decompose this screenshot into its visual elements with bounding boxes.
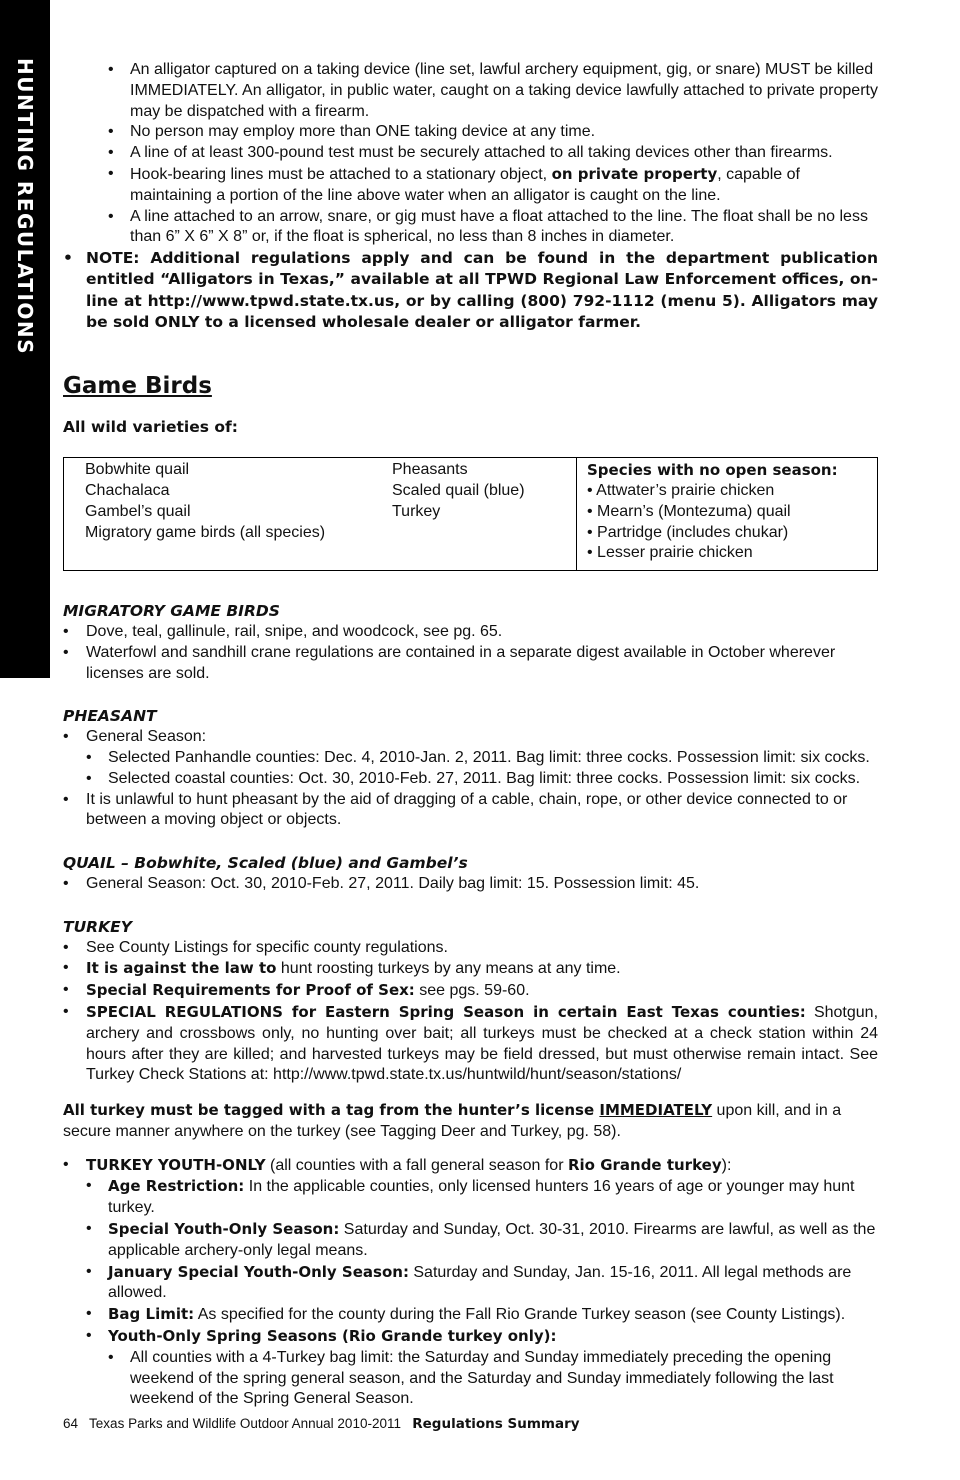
- list-item: [108, 164, 878, 207]
- bold-text: Age Restriction:: [108, 1177, 245, 1196]
- list-item: [86, 1176, 878, 1219]
- publication-title: Texas Parks and Wildlife Outdoor Annual 2010-2011: [89, 1416, 401, 1431]
- sub-list: [86, 748, 878, 790]
- migratory-list: [63, 622, 878, 684]
- quail-list: [63, 874, 878, 895]
- text: upon kill, and in a secure manner anywhere on the turkey (see Tagging Deer and Turkey, pg. 58).: [63, 1102, 842, 1140]
- list-item: [86, 1262, 878, 1305]
- list-item: • See County Listings for specific county regulations.: [63, 938, 878, 959]
- list-item: • All counties with a 4-Turkey bag limit: the Saturday and Sunday immediately preceding the opening weekend of the spring general season, and the Saturday and Sunday immediately following the last weekend of the Spring General Season.: [108, 1348, 878, 1410]
- list-item: [63, 727, 878, 789]
- game-birds-box: [63, 457, 878, 571]
- section-heading: TURKEY: [63, 917, 132, 936]
- page-number: 64: [63, 1416, 79, 1431]
- text: (all counties with a fall general season for: [265, 1156, 568, 1174]
- list-item: • Dove, teal, gallinule, rail, snipe, and woodcock, see pg. 65.: [63, 622, 878, 643]
- bold-text: on private property: [551, 164, 718, 183]
- species: • Attwater’s prairie chicken: [587, 481, 775, 499]
- bold-text: It is against the law to: [86, 959, 277, 978]
- list-item: • An alligator captured on a taking device (line set, lawful archery equipment, gig, or snare) MUST be killed IMMEDIATELY. An alligator, in public water, caught on a taking device lawfully attached to private property may be dispatched with a firearm.: [108, 60, 878, 122]
- species: • Partridge (includes chukar): [587, 523, 789, 541]
- species: Migratory game birds (all species): [85, 523, 326, 541]
- species: Bobwhite quail: [85, 461, 190, 479]
- list-item: • A line of at least 300-pound test must be securely attached to all taking devices other than firearms.: [108, 143, 878, 164]
- species: Turkey: [392, 502, 441, 520]
- text: , capable of maintaining a portion of the line above water when an alligator is caught on the line.: [130, 165, 800, 204]
- turkey-list: [63, 938, 878, 1087]
- note-list: [63, 248, 878, 333]
- tag-notice: [63, 1100, 878, 1143]
- no-season-column: [577, 458, 877, 570]
- spring-sub-list: [108, 1348, 878, 1410]
- youth-heading: [86, 1155, 878, 1177]
- section-title: Game Birds: [63, 373, 212, 400]
- species: Chachalaca: [85, 481, 170, 499]
- bold-text: Youth-Only Spring Seasons (Rio Grande turkey only):: [108, 1327, 557, 1346]
- species-column: [370, 458, 577, 570]
- text: ):: [721, 1156, 732, 1174]
- species-column: [64, 458, 370, 570]
- text: As specified for the county during the Fall Rio Grande Turkey season (see County Listings).: [194, 1306, 846, 1324]
- section-heading: MIGRATORY GAME BIRDS: [63, 602, 280, 621]
- text: Saturday and Sunday, Oct. 30-31, 2010. Firearms are lawful, as well as the applicable archery-only legal means.: [108, 1221, 876, 1259]
- list-item: • A line attached to an arrow, snare, or gig must have a float attached to the line. The float shall be no less than 6” X 6” X 8” or, if the float is spherical, no less than 8 inches in diameter.: [108, 207, 878, 249]
- species: Gambel’s quail: [85, 502, 191, 520]
- species: Pheasants: [392, 461, 468, 479]
- species: • Lesser prairie chicken: [587, 544, 753, 562]
- list-item: [86, 1304, 878, 1326]
- bold-text: SPECIAL REGULATIONS for Eastern Spring Season in certain East Texas counties:: [86, 1002, 806, 1021]
- text: hunt roosting turkeys by any means at any time.: [276, 960, 621, 978]
- list-item: [63, 958, 878, 980]
- bold-text: Rio Grande turkey: [567, 1155, 722, 1174]
- no-season-title: Species with no open season:: [587, 461, 838, 480]
- text: see pgs. 59-60.: [414, 982, 530, 1000]
- section-heading: QUAIL – Bobwhite, Scaled (blue) and Gambel’s: [63, 854, 468, 873]
- side-tab: [0, 0, 50, 678]
- bold-text: Special Youth-Only Season:: [108, 1220, 340, 1239]
- species: Scaled quail (blue): [392, 481, 525, 499]
- species: • Mearn’s (Montezuma) quail: [587, 502, 791, 520]
- text: • General Season:: [86, 728, 207, 746]
- list-item: [63, 1155, 878, 1411]
- text: Shotgun, archery and crossbows only, no hunting over bait; all turkeys must be checked at a check station within 24 hours after they are killed; and harvested turkeys may be field dressed, but must otherwise remain intact. See Turkey Check Stations at: http://www.tpwd.state.tx.us/huntwild/hunt/season/stations/: [86, 1003, 879, 1084]
- bold-text: TURKEY YOUTH-ONLY: [86, 1155, 266, 1174]
- youth-list: [63, 1155, 878, 1411]
- pheasant-list: [63, 727, 878, 831]
- list-item: • Waterfowl and sandhill crane regulations are contained in a separate digest available in October wherever licenses are sold.: [63, 643, 878, 685]
- youth-sub-list: [86, 1176, 878, 1410]
- list-item: • It is unlawful to hunt pheasant by the aid of dragging of a cable, chain, rope, or other device connected to or between a moving object or objects.: [63, 790, 878, 832]
- list-item: [63, 980, 878, 1002]
- text: Saturday and Sunday, Jan. 15-16, 2011. All legal methods are allowed.: [108, 1263, 852, 1302]
- section-heading: PHEASANT: [63, 707, 157, 726]
- bold-text: All turkey must be tagged with a tag from the hunter’s license: [63, 1101, 600, 1120]
- subhead: All wild varieties of:: [63, 418, 238, 437]
- note: • NOTE: Additional regulations apply and can be found in the department publication entitled “Alligators in Texas,” available at all TPWD Regional Law Enforcement offices, on-line at http://www.tpwd.state.tx.us, or by calling (800) 792-1112 (menu 5). Alligators may be sold ONLY to a licensed wholesale dealer or alligator farmer.: [63, 248, 878, 333]
- side-tab-label: HUNTING REGULATIONS: [13, 58, 37, 356]
- list-item: • No person may employ more than ONE taking device at any time.: [108, 122, 878, 143]
- underlined-text: IMMEDIATELY: [599, 1101, 713, 1120]
- page-footer: [63, 1414, 580, 1435]
- list-item: • Selected coastal counties: Oct. 30, 2010-Feb. 27, 2011. Bag limit: three cocks. Possession limit: six cocks.: [86, 769, 878, 790]
- list-item: • Selected Panhandle counties: Dec. 4, 2010-Jan. 2, 2011. Bag limit: three cocks. Possession limit: six cocks.: [86, 748, 878, 769]
- list-item: [63, 1002, 878, 1086]
- list-item: [86, 1326, 878, 1410]
- section-label: Regulations Summary: [412, 1416, 580, 1432]
- bold-text: Special Requirements for Proof of Sex:: [86, 981, 415, 1000]
- text: Hook-bearing lines must be attached to a stationary object,: [130, 165, 552, 183]
- text: In the applicable counties, only licensed hunters 16 years of age or younger may hunt turkey.: [108, 1178, 855, 1217]
- bold-text: January Special Youth-Only Season:: [108, 1262, 409, 1281]
- alligator-list: [108, 60, 878, 248]
- list-item: [86, 1219, 878, 1262]
- page-content: [63, 60, 878, 1410]
- bold-text: Bag Limit:: [108, 1305, 195, 1324]
- list-item: • General Season: Oct. 30, 2010-Feb. 27, 2011. Daily bag limit: 15. Possession limit: 45.: [63, 874, 878, 895]
